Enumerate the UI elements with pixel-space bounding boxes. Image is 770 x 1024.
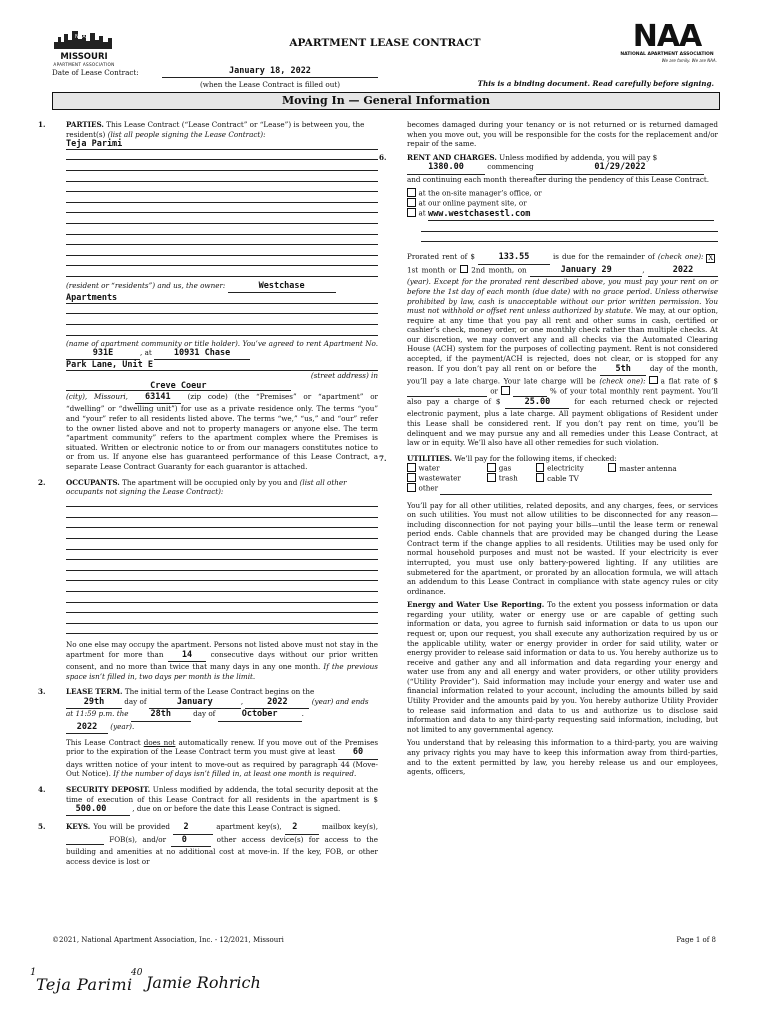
owner-field[interactable] bbox=[66, 314, 378, 325]
occupant-field[interactable] bbox=[66, 560, 378, 571]
other-utility-checkbox[interactable] bbox=[407, 483, 416, 492]
payment-site-field[interactable] bbox=[421, 221, 718, 232]
monthly-rent-field[interactable]: 1380.00 bbox=[407, 162, 485, 174]
date-note: (when the Lease Contract is filled out) bbox=[199, 80, 341, 89]
other-devices-field[interactable]: 0 bbox=[171, 835, 211, 847]
resident-field[interactable] bbox=[66, 171, 378, 182]
street-field[interactable]: Park Lane, Unit E bbox=[66, 360, 378, 371]
mailbox-keys-field[interactable]: 2 bbox=[285, 822, 319, 834]
resident-field[interactable] bbox=[66, 266, 378, 277]
occupant-field[interactable] bbox=[66, 581, 378, 592]
occupant-field[interactable] bbox=[66, 507, 378, 518]
section-header bbox=[52, 92, 720, 110]
deposit-field[interactable]: 500.00 bbox=[66, 804, 130, 816]
city-field[interactable]: Creve Coeur bbox=[66, 381, 291, 392]
cable-tv-checkbox[interactable] bbox=[536, 473, 545, 482]
payment-site-field[interactable]: www.westchasestl.com bbox=[428, 209, 714, 221]
para-parties: 1. PARTIES. This Lease Contract (“Lease Contract” or “Lease”) is between you, the resident(s) (list all people signing the Lease Contract): bbox=[38, 120, 365, 139]
occupant-field[interactable] bbox=[66, 518, 378, 529]
resident-field[interactable] bbox=[66, 224, 378, 235]
water-checkbox[interactable] bbox=[407, 463, 416, 472]
resident-field[interactable] bbox=[66, 203, 378, 214]
logo-sub: APARTMENT ASSOCIATION bbox=[53, 61, 115, 67]
payment-other-checkbox[interactable] bbox=[407, 208, 416, 217]
first-month-checkbox[interactable]: X bbox=[708, 254, 714, 263]
para-utilities: 7. UTILITIES. We’ll pay for the following items, if checked: bbox=[379, 453, 617, 463]
zip-field[interactable]: 63141 bbox=[135, 392, 181, 404]
end-day-field[interactable]: 28th bbox=[131, 709, 191, 721]
right-column: becomes damaged during your tenancy or is not returned or is returned damaged when you move out, you will be responsible for the costs for the replacement and/or repair of the same. 6. RENT AND CHARGES. Unless modified by addenda, you will pay $ 1380.00 commencing 01/29/2022 and continuing each month thereafter during the pendency of this Lease Contract. at the on-site manager’s office, or at our online payment site, or at www.westchasestl.com Prorated rent of $ 133.55 is due for the remainder of (check one): X1st month or 2nd month, on January 29 , 2022 (year). Except for the prorated rent described above, you must pay your rent on or before the 1st day of each month (due date) with no grace period. Unless otherwise prohibited by law, cash is unacceptable without our prior written permission. You must not withhold or offset rent unless authorized by statute. We may, at our option, require at any time that you pay all rent and other sums in cash, certified or cashier’s check, money order, or one monthly check rather than multiple checks. At our discretion, we may convert any and all checks via the Automated Clearing House (ACH) system for the purposes of collecting payment. Rent is not considered accepted, if the payment/ACH is rejected, does not clear, or is stopped for any reason. If you don’t pay all rent on or before the 5th day of the month, you’ll pay a late charge. Your late charge will be (check one): a flat rate of $ or % of your total monthly rent payment. You’ll also pay a charge of $ 25.00 for each returned check or rejected electronic payment, plus a late charge. All payment obligations of Resident under this Lease shall be considered rent. If you don’t pay rent on time, you’ll be delinquent and we may pursue any and all remedies under this Lease Contract, at law or in equity. We’ll also have all other remedies for such violation. 7. UTILITIES. We’ll pay for the following items, if checked: water gas electricity master antenna wastewater trash cable TV other You’ll pay for all other utilities, related deposits, and any charges, fees, or services on such utilities. You must not allow utilities to be disconnected for any reason—including disconnection for not paying your bills—until the lease term or renewal period ends. Cable channels that are provided may be changed during the Lease Contract term if the change applies to all residents. Utilities may be used only for normal household purposes and must not be wasted. If your electricity is ever interrupted, you must use only battery-powered lighting. If any utilities are submetered for the apartment, or prorated by an allocation formula, we will attach an addendum to this Lease Contract in compliance with state agency rules or city ordinance. Energy and Water Use Reporting. To the extent you possess information or data regarding your utility, water or energy use or are capable of getting such information or data, you agree to furnish said information or data to us upon our request or, upon our request, you shall execute any authorization required by us or the applicable utility, water or energy provider in order for said utility, water or energy provider to release said information or data to us. You hereby authorize us to receive and gather any and all information and data regarding your energy and water use from any and all energy and water providers, or other utility providers (“Utility Provider”). Said information may include your energy and water use and financial information related to your account, including the amounts billed by said Utility Provider and the amounts paid by you. You hereby authorize Utility Provider to release said information and data to us and authorize us to disclose said information and data to any third-party requesting said information, including, but not limited to any governmental agency. You understand that by releasing this information to a third-party, you are waiving any privacy rights you may have to keep this information away from third-parties, and to the extent permitted by law, you hereby release us and our employees, agents, officers, bbox=[379, 120, 719, 777]
resident-lines: Teja Parimi (resident or “residents”) and us, the owner: Westchase Apartments (name of apartment community or title holder). You’ve agreed to rent Apartment No. 931E , at 10931 Chase Park Lane, Unit E (street address) in Creve Coeur (city), Missouri, 63141 (zip code) (the “Premises” or “apartment” or “dwelling” or “dwelling unit”) for use as a private residence only. The terms “you” and “your” refer to all residents listed above. The terms “we,” “us,” and “our” refer to the owner listed above and not to property managers or anyone else. The term “apartment community” refers to the apartment complex where the Premises is situated. Written or electronic notice to or from our managers constitutes notice to or from us. If anyone else has guaranteed performance of this Lease Contract, a separate Lease Contract Guaranty for each guarantor is attached. bbox=[66, 139, 378, 471]
resident-field[interactable] bbox=[66, 256, 378, 267]
rent-start-field[interactable]: 01/29/2022 bbox=[536, 162, 704, 174]
binding-notice: This is a binding document. Read carefully before signing. bbox=[477, 79, 714, 88]
electricity-checkbox[interactable] bbox=[536, 463, 545, 472]
start-day-field[interactable]: 29th bbox=[66, 697, 122, 709]
owner-field[interactable] bbox=[66, 304, 378, 315]
days-field[interactable]: 14 bbox=[168, 650, 206, 662]
payment-office-checkbox[interactable] bbox=[407, 188, 416, 197]
occupant-field[interactable] bbox=[66, 613, 378, 624]
date-label: Date of Lease Contract: bbox=[52, 68, 139, 77]
returned-check-field[interactable]: 25.00 bbox=[505, 397, 569, 409]
gas-checkbox[interactable] bbox=[487, 463, 496, 472]
para-security-deposit: 4. SECURITY DEPOSIT. Unless modified by addenda, the total security deposit at the time of execution of this Lease Contract for all residents in the apartment is $ 500.00 , due on or before the date this Lease Contract is signed. bbox=[52, 785, 378, 816]
prorated-rent-field[interactable]: 133.55 bbox=[478, 252, 550, 264]
end-year-field[interactable]: 2022 bbox=[66, 722, 108, 734]
start-year-field[interactable]: 2022 bbox=[245, 697, 309, 709]
master-antenna-checkbox[interactable] bbox=[608, 463, 617, 472]
para-occupants: 2. OCCUPANTS. The apartment will be occupied only by you and (list all other occupants not signing the Lease Contract): bbox=[38, 477, 347, 497]
para-keys: 5. KEYS. You will be provided 2 apartment key(s), 2 mailbox key(s), FOB(s), and/or 0 other access device(s) for access to the building and amenities at no additional cost at move-in. If the key, FOB, or other access device is lost or bbox=[38, 822, 378, 866]
initial-mark: 1 bbox=[30, 967, 37, 978]
occupant-field[interactable] bbox=[66, 571, 378, 582]
payment-online-checkbox[interactable] bbox=[407, 198, 416, 207]
resident-field[interactable] bbox=[66, 160, 378, 171]
other-utility-field[interactable] bbox=[440, 484, 712, 495]
resident-field[interactable] bbox=[66, 245, 378, 256]
page-title: APARTMENT LEASE CONTRACT bbox=[289, 37, 481, 49]
prorated-year-field[interactable]: 2022 bbox=[648, 265, 718, 277]
wastewater-checkbox[interactable] bbox=[407, 473, 416, 482]
occupant-field[interactable] bbox=[66, 539, 378, 550]
payment-site-field[interactable] bbox=[421, 232, 718, 243]
flat-rate-checkbox[interactable] bbox=[649, 376, 658, 385]
occupant-field[interactable] bbox=[66, 603, 378, 614]
copyright: ©2021, National Apartment Association, Inc. - 12/2021, Missouri bbox=[52, 936, 284, 944]
naa-logo: NAA NATIONAL APARTMENT ASSOCIATION We are family. We are NAA. bbox=[617, 22, 717, 66]
trash-checkbox[interactable] bbox=[487, 473, 496, 482]
resident-field[interactable] bbox=[66, 182, 378, 193]
occupant-field[interactable] bbox=[66, 497, 378, 508]
resident-field[interactable] bbox=[66, 235, 378, 246]
keys-continued: becomes damaged during your tenancy or is not returned or is returned damaged when you move out, you will be responsible for the costs for the replacement and/or repair of the same. bbox=[407, 120, 718, 149]
section-title: Moving In — General Information bbox=[281, 94, 491, 107]
occupant-field[interactable] bbox=[66, 528, 378, 539]
percent-field[interactable] bbox=[513, 387, 547, 398]
logo-name: MISSOURI bbox=[60, 51, 108, 62]
naa-logo-text: NAA bbox=[632, 19, 702, 54]
fob-field[interactable] bbox=[66, 835, 104, 846]
lease-date-field[interactable]: January 18, 2022 bbox=[162, 66, 378, 78]
svg-text:NAA: NAA bbox=[75, 34, 86, 40]
para-lease-term: 3. LEASE TERM. The initial term of the Lease Contract begins on the bbox=[38, 687, 315, 697]
owner-signature[interactable]: Jamie Rohrich bbox=[146, 973, 261, 992]
apartment-number-field[interactable]: 931E bbox=[66, 348, 140, 360]
resident-field[interactable] bbox=[66, 150, 378, 161]
owner-field[interactable]: Westchase bbox=[228, 281, 336, 293]
prorated-date-field[interactable]: January 29 bbox=[530, 265, 642, 277]
para-rent: 6. RENT AND CHARGES. Unless modified by addenda, you will pay $ bbox=[379, 152, 658, 162]
resident-field[interactable] bbox=[66, 192, 378, 203]
end-month-field[interactable]: October bbox=[218, 709, 302, 721]
occupant-field[interactable] bbox=[66, 624, 378, 635]
apartment-keys-field[interactable]: 2 bbox=[173, 822, 213, 834]
second-month-checkbox[interactable] bbox=[460, 265, 469, 274]
resident-field[interactable]: Teja Parimi bbox=[66, 139, 378, 150]
owner-field[interactable]: Apartments bbox=[66, 293, 378, 304]
start-month-field[interactable]: January bbox=[149, 697, 241, 709]
left-column: 1. PARTIES. This Lease Contract (“Lease Contract” or “Lease”) is between you, the resident(s) (list all people signing the Lease Contract): Teja Parimi (resident or “residents”) and us, the owner: Westchase Apartments (name of apartment community or title holder). You’ve agreed to rent Apartment No. 931E , at 10931 Chase Park Lane, Unit E (street address) in Creve Coeur (city), Missouri, 63141 (zip code) (the “Premises” or “apartment” or “dwelling” or “dwelling unit”) for use as a private residence only. The terms “you” and “your” refer to all residents listed above. The terms “we,” “us,” and “our” refer to the owner listed above and not to property managers or anyone else. The term “apartment community” refers to the apartment complex where the Premises is situated. Written or electronic notice to or from our managers constitutes notice to or from us. If anyone else has guaranteed performance of this Lease Contract, a separate Lease Contract Guaranty for each guarantor is attached. 2. OCCUPANTS. The apartment will be occupied only by you and (list all other occupants not signing the Lease Contract): No one else may occupy the apartment. Persons not listed above must not stay in the apartment for more than 14 consecutive days without our prior written consent, and no more than twice that many days in any one month. If the previous space isn’t filled in, two days per month is the limit. 3. LEASE TERM. The initial term of the Lease Contract begins on the 29th day of January , 2022 (year) and ends at 11:59 p.m. the 28th day of October . 2022 (year). This Lease Contract does not automatically renew. If you move out of the Premises prior to the expiration of the Lease Contract term you must give at least 60 days written notice of your intent to move-out as required by paragraph 44 (Move-Out Notice). If the number of days isn’t filled in, at least one month is required. 4. SECURITY DEPOSIT. Unless modified by addenda, the total security deposit at the time of execution of this Lease Contract for all residents in the apartment is $ 500.00 , due on or before the date this Lease Contract is signed. 5. KEYS. You will be provided 2 apartment key(s), 2 mailbox key(s), FOB(s), and/or 0 other access device(s) for access to the building and amenities at no additional cost at move-in. If the key, FOB, or other access device is lost or bbox=[38, 120, 379, 866]
street-field[interactable]: 10931 Chase bbox=[154, 348, 250, 360]
notice-days-field[interactable]: 60 bbox=[338, 747, 378, 759]
resident-field[interactable] bbox=[66, 213, 378, 224]
flat-rate-field[interactable] bbox=[407, 387, 487, 398]
initial-mark: 40 bbox=[131, 968, 143, 978]
owner-field[interactable] bbox=[66, 325, 378, 336]
resident-signature[interactable]: Teja Parimi bbox=[36, 975, 133, 994]
occupant-field[interactable] bbox=[66, 592, 378, 603]
page-number: Page 1 of 8 bbox=[676, 936, 716, 944]
late-day-field[interactable]: 5th bbox=[600, 364, 646, 376]
occupant-field[interactable] bbox=[66, 550, 378, 561]
percent-checkbox[interactable] bbox=[501, 386, 510, 395]
